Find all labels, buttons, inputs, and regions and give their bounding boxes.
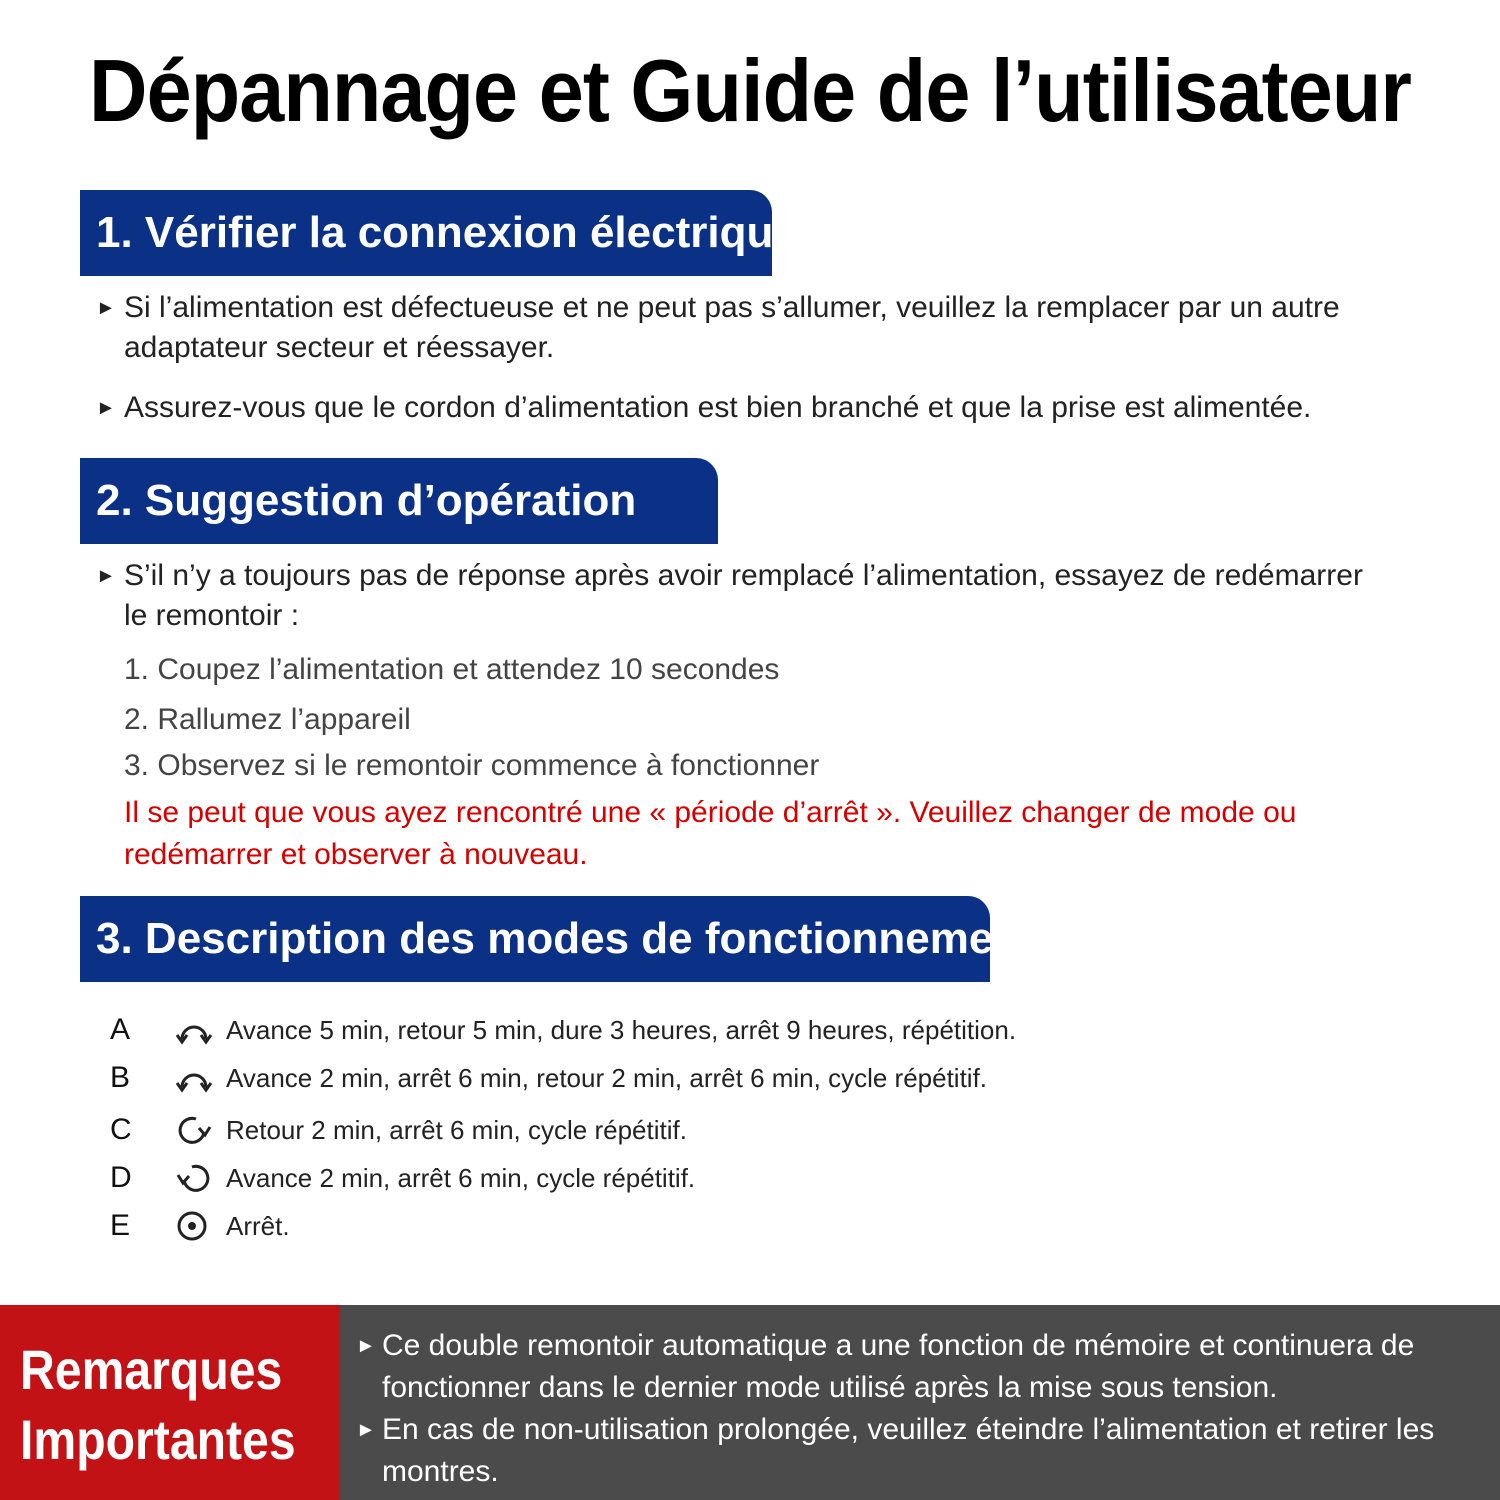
bidirectional-rotation-icon — [176, 1012, 226, 1048]
mode-description: Avance 5 min, retour 5 min, dure 3 heures, arrêt 9 heures, répétition. — [226, 1014, 1017, 1045]
mode-letter: C — [110, 1113, 132, 1146]
bullet-arrow-icon: ► — [356, 1419, 376, 1441]
stop-icon — [176, 1208, 226, 1244]
mode-description: Retour 2 min, arrêt 6 min, cycle répétitif. — [226, 1114, 687, 1145]
mode-letter: E — [110, 1209, 131, 1242]
mode-description: Avance 2 min, arrêt 6 min, cycle répétitif. — [226, 1162, 696, 1193]
mode-letter: B — [110, 1061, 131, 1094]
bullet-arrow-icon: ► — [96, 297, 116, 319]
mode-row — [110, 1058, 987, 1098]
important-notes-label: Remarques Importantes — [0, 1305, 340, 1500]
mode-letter: D — [110, 1161, 132, 1194]
mode-row — [110, 1158, 695, 1198]
mode-row — [110, 1206, 290, 1246]
mode-description: Arrêt. — [226, 1210, 290, 1241]
bullet-arrow-icon: ► — [96, 397, 116, 419]
clockwise-rotation-icon — [176, 1112, 226, 1148]
step-item: 2. Rallumez l’appareil — [124, 703, 411, 736]
section-1-header: 1. Vérifier la connexion électrique — [80, 190, 772, 276]
section-3-header: 3. Description des modes de fonctionnement — [80, 896, 990, 982]
bullet-arrow-icon: ► — [356, 1335, 376, 1357]
counterclockwise-rotation-icon — [176, 1160, 226, 1196]
step-item: 1. Coupez l’alimentation et attendez 10 secondes — [124, 653, 780, 686]
mode-row — [110, 1010, 1016, 1050]
step-item: 3. Observez si le remontoir commence à fonctionner — [124, 749, 820, 782]
mode-letter: A — [110, 1013, 131, 1046]
section-2-header: 2. Suggestion d’opération — [80, 458, 718, 544]
page-title: Dépannage et Guide de l’utilisateur — [89, 41, 1411, 140]
mode-row — [110, 1110, 687, 1150]
mode-description: Avance 2 min, arrêt 6 min, retour 2 min, arrêt 6 min, cycle répétitif. — [226, 1062, 988, 1093]
bullet-arrow-icon: ► — [96, 565, 116, 587]
bidirectional-rotation-icon — [176, 1060, 226, 1096]
warning-note: Il se peut que vous ayez rencontré une « période d’arrêt ». Veuillez changer de mode ou redémarrer et observer à nouveau. — [124, 796, 1297, 871]
